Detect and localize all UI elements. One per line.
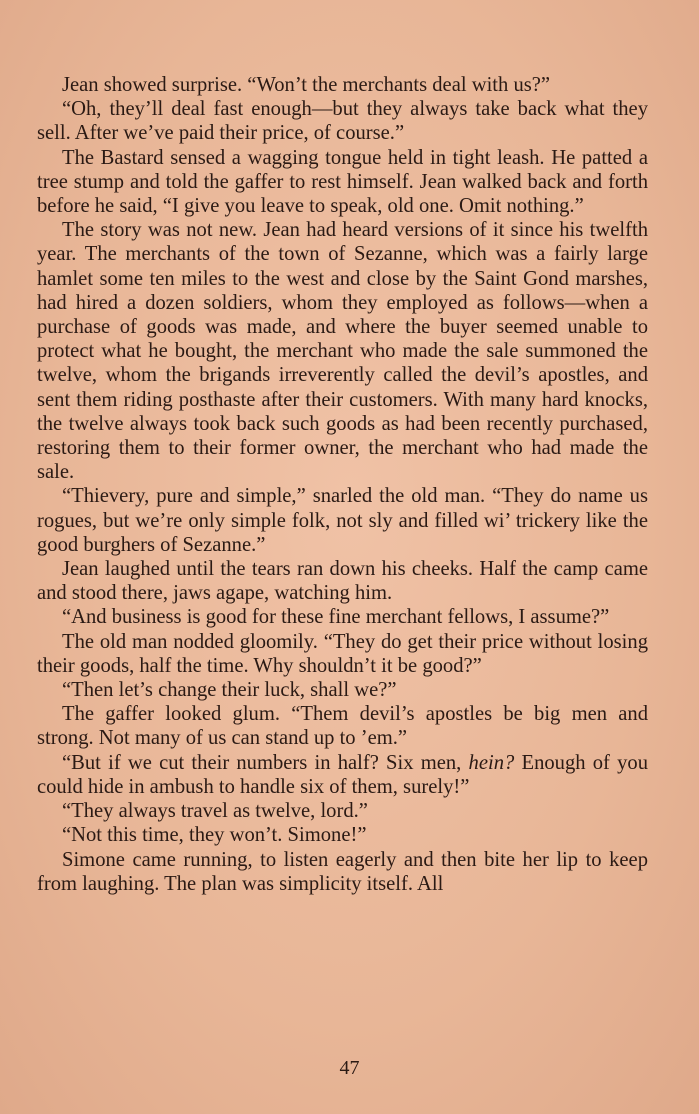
- paragraph-text: “But if we cut their numbers in half? Six men,: [62, 751, 469, 774]
- paragraph: “Thievery, pure and simple,” snarled the old man. “They do name us rogues, but we’re only simple folk, not sly and filled wi’ trickery like the good burghers of Sezanne.”: [37, 485, 648, 556]
- page-number: 47: [339, 1057, 360, 1079]
- paragraph: “They always travel as twelve, lord.”: [62, 800, 368, 823]
- paragraph: “Oh, they’ll deal fast enough—but they always take back what they sell. After we’ve paid their price, of course.”: [37, 98, 648, 145]
- paragraph: The story was not new. Jean had heard versions of it since his twelfth year. The merchants of the town of Sezanne, which was a fairly large hamlet some ten miles to the west and close by the Saint Gond marshes, had hired a dozen soldiers, whom they employed as follows—when a purchase of goods was made, and where the buyer seemed unable to protect what he bought, the merchant who made the sale summoned the twelve, whom the brigands irreverently called the devil’s apostles, and sent them riding posthaste after their customers. With many hard knocks, the twelve always took back such goods as had been recently purchased, restoring them to their former owner, the merchant who had made the sale.: [37, 219, 648, 484]
- paragraph: [37, 751, 648, 799]
- paragraph: “Then let’s change their luck, shall we?”: [62, 679, 397, 702]
- paragraph: The gaffer looked glum. “Them devil’s apostles be big men and strong. Not many of us can stand up to ’em.”: [37, 703, 648, 750]
- paragraph-text: Enough of you could hide in ambush to handle six of them, surely!”: [37, 751, 648, 798]
- body-text: [37, 73, 648, 896]
- paragraph: “Not this time, they won’t. Simone!”: [62, 824, 367, 847]
- paragraph: “And business is good for these fine merchant fellows, I assume?”: [62, 606, 610, 629]
- paragraph: The Bastard sensed a wagging tongue held in tight leash. He patted a tree stump and told the gaffer to rest himself. Jean walked back and forth before he said, “I give you leave to speak, old one. Omit nothing.”: [37, 146, 648, 218]
- paragraph: Simone came running, to listen eagerly and then bite her lip to keep from laughing. The plan was simplicity itself. All: [37, 848, 648, 895]
- paragraph: Jean laughed until the tears ran down his cheeks. Half the camp came and stood there, jaws agape, watching him.: [37, 558, 648, 605]
- paragraph: The old man nodded gloomily. “They do get their price without losing their goods, half the time. Why shouldn’t it be good?”: [37, 630, 648, 677]
- italic-word: hein?: [468, 751, 515, 774]
- paragraph: Jean showed surprise. “Won’t the merchants deal with us?”: [62, 74, 551, 96]
